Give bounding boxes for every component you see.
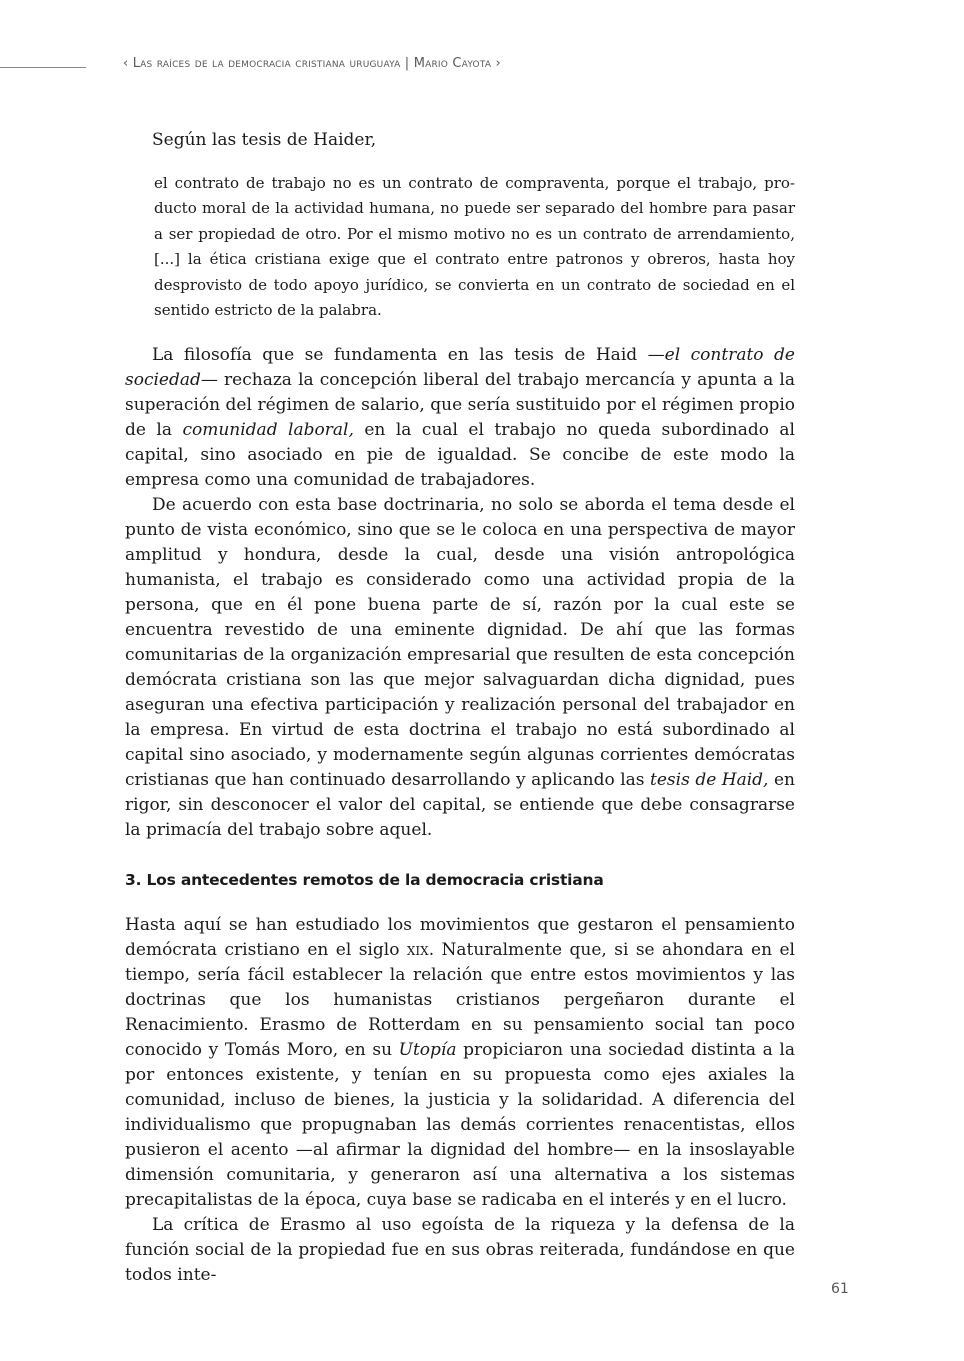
paragraph-1-italic-b: comunidad laboral, [182, 420, 354, 441]
paragraph-2-italic-a: tesis de Haid, [650, 770, 769, 791]
block-quote: el contrato de trabajo no es un contrato de compraventa, porque el trabajo, producto moral de la actividad humana, no puede ser separado del hombre para pasar a ser propiedad de otro. Por el mismo motivo no es un contrato de arrendamiento, [...] la ética cristiana exige que el contrato entre patronos y obreros, hasta hoy desprovisto de todo apoyo jurídico, se convierta en un contrato de sociedad en el sentido estricto de la palabra. [154, 174, 795, 320]
paragraph-3-text-c: propiciaron una sociedad distinta a la por entonces existente, y tenían en su propuesta como ejes axiales la comunidad, incluso de bienes, la justicia y la solidaridad. A diferencia del individualismo que propugnaban las demás corrientes renacentistas, ellos pusieron el acento —al afirmar la dignidad del hombre— en la insoslayable dimensión comunitaria, y generaron así una alternativa a los sistemas precapitalistas de la época, cuya base se radicaba en el interés y en el lucro. [125, 1040, 795, 1211]
paragraph-4: La crítica de Erasmo al uso egoísta de la riqueza y la defensa de la función social de la propiedad fue en sus obras reiterada, fundándose en que todos inte- [125, 1215, 795, 1286]
paragraph-3-text-b: . Naturalmente que, si se ahondara en el tiempo, sería fácil establecer la relación que entre estos movimientos y las doctrinas que los humanistas cristianos pergeñaron durante el Renacimiento. Erasmo de Rotterdam en su pensamiento social tan poco conocido y Tomás Moro, en su [125, 940, 795, 1061]
section-heading: 3. Los antecedentes remotos de la democracia cristiana [125, 871, 604, 890]
paragraph-2-text-b: en rigor, sin desconocer el valor del capital, se entiende que debe consagrarse la primacía del trabajo sobre aquel. [125, 770, 795, 841]
paragraph-1-italic-a: el contrato de sociedad [125, 345, 795, 391]
paragraph-2 [125, 493, 795, 843]
paragraph-3 [125, 913, 795, 1213]
header-rule [0, 67, 86, 68]
paragraph-2-text-a: De acuerdo con esta base doctrinaria, no solo se aborda el tema desde el punto de vista económico, sino que se le coloca en una perspectiva de mayor amplitud y hondura, desde la cual, desde una visión antropológica humanista, el trabajo es considerado como una actividad propia de la persona, que en él pone buena parte de sí, razón por la cual este se encuentra revestido de una eminente dignidad. De ahí que las formas comunitarias de la organización empresarial que resulten de esta concepción demócrata cristiana son las que mejor salvaguardan dicha dignidad, pues aseguran una efectiva participación y realización personal del trabajador en la empresa. En virtud de esta doctrina el trabajo no está subordinado al capital sino asociado, y modernamente según algunas corrientes demócratas cristianas que han continuado desarrollando y aplicando las [125, 495, 795, 791]
intro-line: Según las tesis de Haider, [152, 130, 377, 150]
paragraph-3-text-a: Hasta aquí se han estudiado los movimientos que gestaron el pensamiento demócrata cristiano en el siglo [125, 915, 795, 961]
paragraph-1 [125, 343, 795, 493]
paragraph-3-italic-a: Utopía [398, 1040, 457, 1061]
page-body [125, 128, 795, 1288]
running-head: ‹ Las raíces de la democracia cristiana uruguaya | Mario Cayota › [123, 56, 501, 71]
paragraph-3-century: xix [406, 940, 429, 961]
paragraph-1-text-b: — rechaza la concepción liberal del trabajo mercancía y apunta a la superación del régimen de salario, que sería sustituido por el régimen propio de la [125, 370, 795, 441]
paragraph-1-text-c: en la cual el trabajo no queda subordinado al capital, sino asociado en pie de igualdad. Se concibe de este modo la empresa como una comunidad de trabajadores. [125, 420, 795, 491]
page-number: 61 [831, 1281, 849, 1297]
paragraph-1-text-a: La filosofía que se fundamenta en las tesis de Haid — [152, 345, 665, 366]
